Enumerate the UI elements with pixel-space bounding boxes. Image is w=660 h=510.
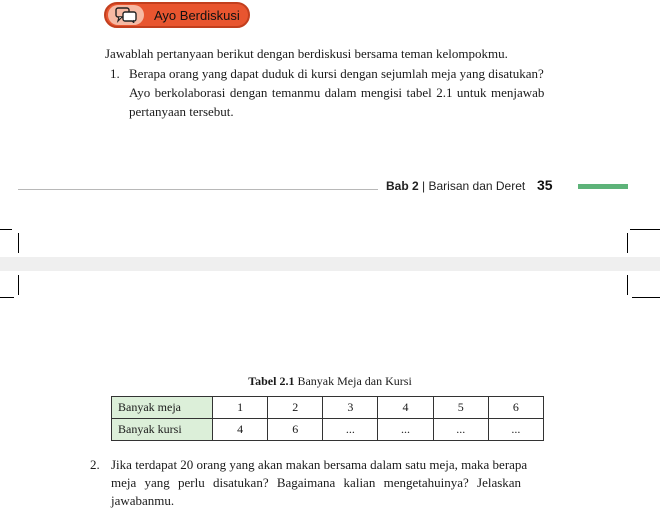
table-row [112,419,544,441]
intro-text: Jawablah pertanyaan berikut dengan berdiskusi bersama teman kelompokmu. [105,46,508,61]
table-cell: 2 [268,397,323,419]
table-caption [0,374,660,389]
badge-label: Ayo Berdiskusi [154,8,240,23]
footer-rule [18,189,378,190]
question-2-line-3: jawabanmu. [111,493,175,508]
section-badge [104,2,250,28]
footer-chapter [386,179,525,193]
table-cell: ... [433,419,488,441]
row-header: Banyak meja [112,397,213,419]
footer-accent-bar [578,184,628,189]
badge-icon-holder [108,5,144,25]
table-cell: 6 [268,419,323,441]
table-cell: 3 [323,397,378,419]
page-gap [0,257,660,271]
table-caption-label: Tabel 2.1 [248,374,295,388]
question-1-line-1: Berapa orang yang dapat duduk di kursi dengan sejumlah meja yang disatukan? [129,66,544,81]
table-cell: ... [378,419,433,441]
chapter-title: Barisan dan Deret [428,179,526,193]
question-2-number: 2. [90,457,100,472]
crop-mark-top-right-h [630,229,660,230]
table-row [112,397,544,419]
question-1-number: 1. [110,66,120,81]
table-cell: 4 [213,419,268,441]
table-caption-title: Banyak Meja dan Kursi [297,374,412,388]
table-cell: ... [323,419,378,441]
crop-mark-bottom-left-v [18,275,19,295]
table-meja-kursi [111,396,544,441]
chat-bubbles-icon [115,7,137,23]
chapter-number: Bab 2 [386,179,419,193]
table-cell: 1 [213,397,268,419]
question-1-line-2: Ayo berkolaborasi dengan temanmu dalam mengisi tabel 2.1 untuk menjawab [129,85,545,100]
question-1-line-3: pertanyaan tersebut. [129,104,234,119]
chapter-separator: | [422,179,426,193]
question-2-line-2: meja yang perlu disatukan? Bagaimana kalian mengetahuinya? Jelaskan [111,475,522,490]
crop-mark-bottom-right-h [632,297,660,298]
crop-mark-bottom-right-v [627,275,628,295]
question-2-line-1: Jika terdapat 20 orang yang akan makan bersama dalam satu meja, maka berapa [111,457,528,472]
table-cell: 4 [378,397,433,419]
crop-mark-bottom-left-h [0,297,14,298]
crop-mark-top-left-v [18,233,19,253]
page-number: 35 [537,177,553,193]
row-header: Banyak kursi [112,419,213,441]
table-cell: 5 [433,397,488,419]
table-cell: ... [488,419,543,441]
table-cell: 6 [488,397,543,419]
crop-mark-top-left-h [0,229,12,230]
crop-mark-top-right-v [627,233,628,253]
